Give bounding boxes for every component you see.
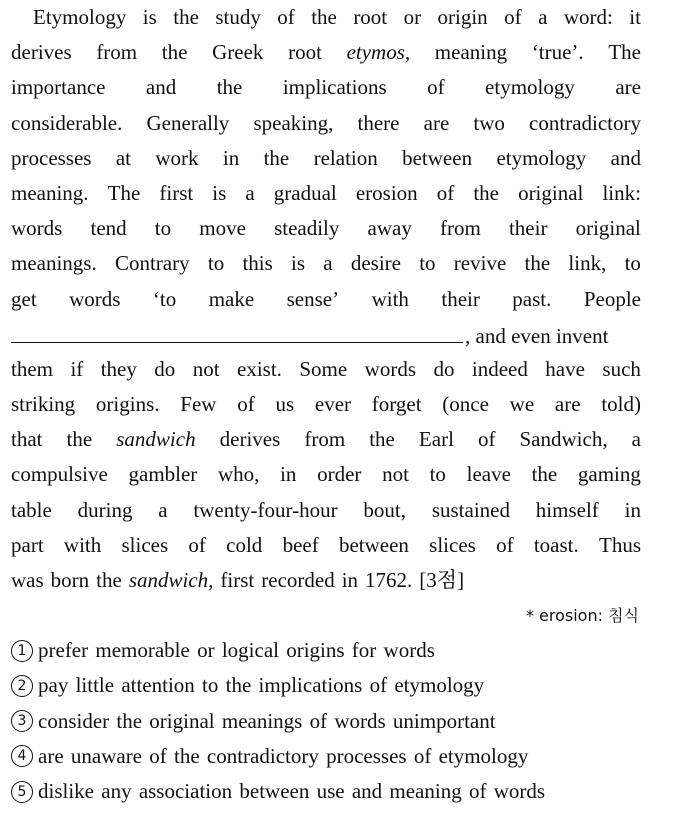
passage <box>11 0 641 598</box>
passage-word: in <box>280 462 297 487</box>
passage-line <box>11 457 641 492</box>
passage-word: two <box>473 110 505 135</box>
passage-word: The <box>608 40 641 65</box>
passage-word: or <box>403 5 422 29</box>
passage-word: part <box>11 532 44 557</box>
passage-word: not <box>382 462 409 487</box>
passage-word: The <box>107 180 141 205</box>
passage-word: origins. <box>95 392 160 417</box>
passage-word: move <box>199 216 246 241</box>
passage-word: considerable. <box>11 110 123 135</box>
passage-word: the <box>161 40 188 65</box>
passage-word: relation <box>313 145 378 170</box>
passage-word: are <box>554 392 581 417</box>
passage-word: gaming <box>577 462 641 487</box>
passage-word: compulsive <box>11 462 108 487</box>
passage-word: in <box>222 145 240 170</box>
passage-word: a <box>245 180 255 205</box>
passage-word: of <box>427 75 445 100</box>
passage-word: sense’ <box>286 286 340 311</box>
passage-word: first <box>159 180 194 205</box>
choice-text: consider the original meanings of words unimportant <box>38 708 496 733</box>
passage-word: such <box>602 356 641 381</box>
passage-word: implications <box>282 75 387 100</box>
passage-word: Some <box>299 356 348 381</box>
passage-word: derives <box>219 427 281 452</box>
passage-word: gambler <box>128 462 198 487</box>
passage-line <box>11 563 641 598</box>
passage-word: derives <box>11 40 72 65</box>
passage-word: past. <box>512 286 552 311</box>
passage-word: ‘true’. <box>531 40 584 65</box>
passage-word: the <box>216 75 243 100</box>
passage-word: first <box>220 568 255 592</box>
passage-word: with <box>63 532 102 557</box>
passage-word: the <box>473 180 499 205</box>
passage-word: speaking, <box>253 110 334 135</box>
passage-word: Contrary <box>114 251 190 276</box>
passage-word: there <box>357 110 400 135</box>
passage-word: Greek <box>212 40 264 65</box>
passage-word: study <box>215 5 261 29</box>
passage-word: importance <box>11 75 106 100</box>
passage-word: link, <box>568 251 607 276</box>
choice-3[interactable] <box>11 704 641 739</box>
passage-word: from <box>304 427 346 452</box>
passage-word: meanings. <box>11 251 97 276</box>
passage-word: the <box>96 568 122 592</box>
choice-number: 5 <box>11 781 33 803</box>
passage-word: is <box>142 5 157 29</box>
passage-word: processes <box>11 145 92 170</box>
passage-word: Generally <box>146 110 230 135</box>
passage-word: the <box>173 5 199 29</box>
passage-word: desire <box>350 251 401 276</box>
choice-text: are unaware of the contradictory processes of etymology <box>38 743 529 768</box>
passage-word: to <box>419 251 436 276</box>
passage-word: was <box>11 568 44 592</box>
passage-word: slices <box>429 532 476 557</box>
choice-number: 3 <box>11 710 33 732</box>
passage-word: their <box>508 216 548 241</box>
passage-word: beef <box>282 532 319 557</box>
passage-word: Thus <box>599 532 641 557</box>
passage-word: from <box>439 216 481 241</box>
passage-word: root <box>353 5 388 29</box>
passage-line <box>11 141 641 176</box>
passage-word: tend <box>90 216 127 241</box>
passage-word: table <box>11 497 52 522</box>
passage-word: (once <box>442 392 489 417</box>
passage-word: between <box>338 532 409 557</box>
passage-word: himself <box>535 497 599 522</box>
passage-word: revive <box>453 251 507 276</box>
passage-word: meaning <box>434 40 508 65</box>
passage-word: original <box>518 180 584 205</box>
passage-word: of <box>504 5 522 29</box>
passage-word: we <box>509 392 535 417</box>
choice-text: pay little attention to the implications of etymology <box>38 673 485 698</box>
passage-word: etymology <box>496 145 587 170</box>
passage-word: a <box>631 427 641 452</box>
passage-word: etymology <box>485 75 575 100</box>
choice-number: 1 <box>11 640 33 662</box>
passage-word: of <box>496 532 514 557</box>
answer-blank <box>11 317 463 343</box>
passage-line <box>11 528 641 563</box>
choice-number: 2 <box>11 675 33 697</box>
passage-word: not <box>192 356 220 381</box>
passage-word: and <box>610 145 641 170</box>
passage-word: meaning. <box>11 180 89 205</box>
passage-word: and <box>145 75 177 100</box>
question-page <box>11 0 641 809</box>
passage-word: link: <box>602 180 641 205</box>
passage-word: [3점] <box>419 568 465 592</box>
passage-word: is <box>291 251 306 276</box>
passage-word: contradictory <box>529 110 641 135</box>
passage-line <box>11 35 641 70</box>
passage-word: in <box>624 497 641 522</box>
passage-line <box>11 422 641 457</box>
passage-word: origin <box>437 5 488 29</box>
passage-word: leave <box>466 462 511 487</box>
choice-1[interactable] <box>11 633 641 668</box>
passage-word: slices <box>121 532 169 557</box>
passage-word: are <box>615 75 641 100</box>
passage-line <box>11 387 641 422</box>
passage-line <box>11 70 641 105</box>
passage-word: 1762. <box>365 568 413 592</box>
passage-word: away <box>367 216 412 241</box>
passage-text: , and even invent <box>465 323 609 348</box>
choice-5[interactable] <box>11 774 641 809</box>
passage-word: to <box>624 251 641 276</box>
passage-word: steadily <box>274 216 340 241</box>
passage-word: the <box>66 427 93 452</box>
passage-line <box>11 0 641 35</box>
passage-word: born <box>50 568 90 592</box>
passage-word: a <box>158 497 168 522</box>
passage-word: of <box>237 392 255 417</box>
passage-word: this <box>242 251 273 276</box>
passage-word: of <box>436 180 455 205</box>
passage-word: gradual <box>273 180 337 205</box>
choice-4[interactable] <box>11 739 641 774</box>
passage-word: of <box>188 532 206 557</box>
passage-word: exist. <box>237 356 282 381</box>
passage-word: between <box>402 145 473 170</box>
choice-text: prefer memorable or logical origins for words <box>38 638 435 663</box>
passage-word: root <box>288 40 322 65</box>
passage-word: word: <box>563 5 613 29</box>
passage-word: original <box>575 216 641 241</box>
passage-word: the <box>524 251 551 276</box>
passage-word: during <box>77 497 133 522</box>
passage-line <box>11 246 641 281</box>
passage-word: get <box>11 286 37 311</box>
passage-word: a <box>323 251 333 276</box>
passage-word: make <box>208 286 255 311</box>
passage-word: words <box>364 356 416 381</box>
passage-word: is <box>212 180 227 205</box>
passage-word: sandwich <box>116 427 196 452</box>
passage-word: do <box>433 356 455 381</box>
passage-word: in <box>341 568 359 592</box>
passage-word: words <box>11 216 63 241</box>
passage-word: bout, <box>363 497 407 522</box>
passage-line <box>11 282 641 317</box>
passage-word: us <box>275 392 295 417</box>
choice-2[interactable] <box>11 668 641 703</box>
choice-text: dislike any association between use and meaning of words <box>38 778 546 803</box>
passage-word: of <box>477 427 496 452</box>
passage-word: are <box>423 110 450 135</box>
passage-word: to <box>429 462 446 487</box>
passage-word: ever <box>314 392 352 417</box>
passage-word: told) <box>601 392 641 417</box>
footnote: * erosion: 침식 <box>525 606 639 626</box>
passage-word: Earl <box>418 427 454 452</box>
passage-word: to <box>154 216 172 241</box>
passage-word: recorded <box>261 568 335 592</box>
passage-word: do <box>154 356 176 381</box>
passage-line <box>11 106 641 141</box>
passage-word: with <box>371 286 409 311</box>
passage-word: Etymology <box>33 5 127 29</box>
passage-word: at <box>115 145 131 170</box>
passage-word: of <box>277 5 295 29</box>
passage-word: they <box>100 356 137 381</box>
passage-word: toast. <box>533 532 579 557</box>
passage-word: the <box>311 5 337 29</box>
choice-number: 4 <box>11 745 33 767</box>
passage-line-with-blank <box>11 317 641 352</box>
passage-line <box>11 352 641 387</box>
passage-word: it <box>629 5 641 29</box>
passage-word: the <box>263 145 290 170</box>
passage-word: ‘to <box>152 286 177 311</box>
passage-word: striking <box>11 392 76 417</box>
passage-word: them <box>11 356 53 381</box>
passage-word: order <box>317 462 362 487</box>
passage-word: the <box>531 462 558 487</box>
passage-word: words <box>69 286 121 311</box>
answer-choices <box>11 633 641 809</box>
passage-word: a <box>538 5 548 29</box>
passage-word: that <box>11 427 43 452</box>
passage-word: sustained <box>431 497 510 522</box>
passage-word: Few <box>180 392 217 417</box>
passage-word: to <box>207 251 225 276</box>
passage-word: if <box>70 356 84 381</box>
passage-word: the <box>369 427 395 452</box>
passage-line <box>11 176 641 211</box>
passage-word: indeed <box>471 356 528 381</box>
passage-word: sandwich, <box>128 568 214 592</box>
passage-word: cold <box>226 532 263 557</box>
passage-word: etymos, <box>346 40 411 65</box>
passage-line <box>11 493 641 528</box>
passage-word: Sandwich, <box>519 427 608 452</box>
passage-word: twenty-four-hour <box>193 497 338 522</box>
passage-word: their <box>441 286 480 311</box>
passage-word: have <box>545 356 585 381</box>
passage-word: erosion <box>355 180 418 205</box>
passage-word: who, <box>217 462 260 487</box>
passage-word: from <box>96 40 138 65</box>
passage-word: People <box>583 286 641 311</box>
passage-word: work <box>155 145 199 170</box>
passage-word: forget <box>371 392 422 417</box>
passage-line <box>11 211 641 246</box>
